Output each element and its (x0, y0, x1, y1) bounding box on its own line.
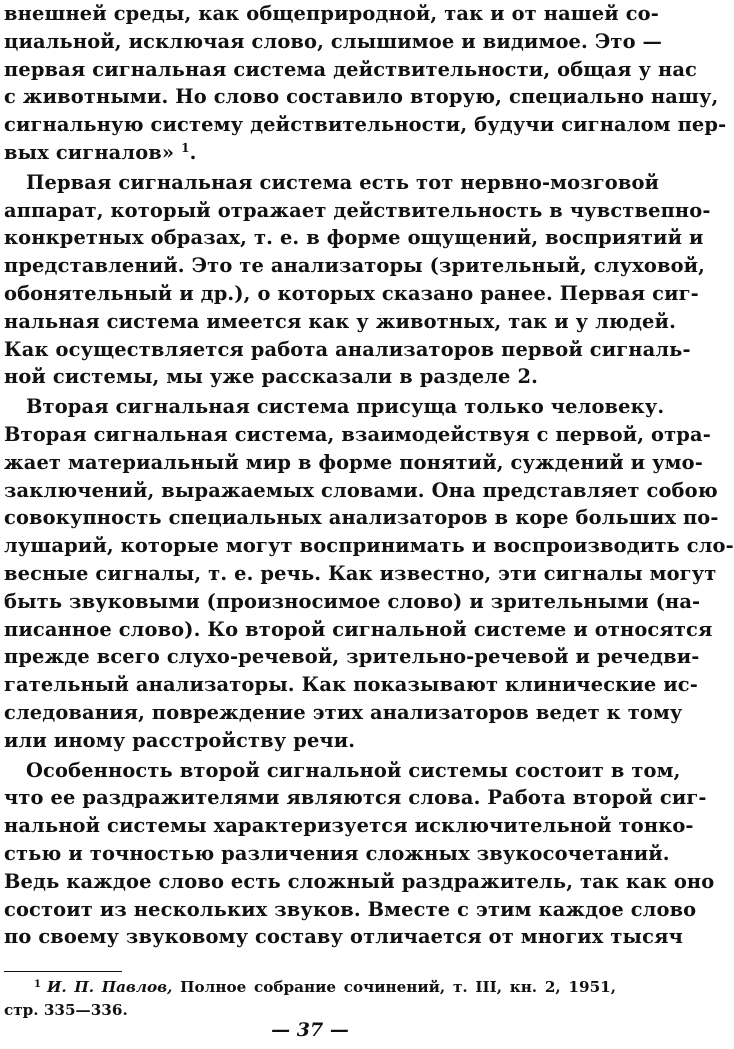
text-line: сигнальную систему действительности, будучи сигналом пер- (4, 113, 727, 137)
text-line: Особенность второй сигнальной системы состоит в том, (26, 758, 681, 782)
text-line: жает материальный мир в форме понятий, суждений и умо- (4, 450, 703, 474)
text-line: ной системы, мы уже рассказали в разделе 2. (4, 365, 538, 389)
text-line: заключений, выражаемых словами. Она представляет собою (4, 478, 718, 502)
text-line: первая сигнальная система действительности, общая у нас (4, 57, 698, 81)
body-text (4, 0, 734, 951)
page-number: — 37 — (271, 1019, 349, 1041)
text-line: весные сигналы, т. е. речь. Как известно, эти сигналы могут (4, 561, 717, 585)
text-line: стью и точностью различения сложных звукосочетаний. (4, 841, 670, 865)
text-line: аппарат, который отражает действительность в чувствепно- (4, 198, 711, 222)
text-line: внешней среды, как общеприродной, так и от нашей со- (4, 2, 659, 25)
text-line: конкретных образах, т. е. в форме ощущений, восприятий и (4, 226, 704, 250)
text-line: Вторая сигнальная система присуща только человеку. (26, 395, 665, 419)
text-fragment: вых сигналов» (4, 140, 175, 164)
text-line: следования, повреждение этих анализаторов ведет к тому (4, 700, 683, 724)
text-line: писанное слово). Ко второй сигнальной системе и относятся (4, 617, 713, 641)
text-line: Ведь каждое слово есть сложный раздражитель, так как оно (4, 869, 715, 893)
text-line: гательный анализаторы. Как показывают клинические ис- (4, 673, 698, 697)
text-line: или иному расстройству речи. (4, 728, 356, 752)
footnote-line: стр. 335—336. (4, 1001, 128, 1019)
footnote (4, 976, 616, 1022)
text-line: вых сигналов» $^1$. (4, 140, 197, 164)
text-line: с животными. Но слово составило вторую, специально нашу, (4, 85, 719, 109)
text-line: состоит из нескольких звуков. Вместе с этим каждое слово (4, 897, 697, 921)
text-line: прежде всего слухо-речевой, зрительно-речевой и речедви- (4, 645, 700, 669)
text-line: что ее раздражителями являются слова. Работа второй сиг- (4, 786, 707, 810)
footnote-number: 1 (34, 979, 41, 990)
text-line: Первая сигнальная система есть тот нервно-мозговой (26, 170, 660, 194)
text-line: обонятельный и др.), о которых сказано ранее. Первая сиг- (4, 281, 699, 305)
footnote-reference: 1 (181, 140, 190, 155)
text-line: лушарий, которые могут воспринимать и воспроизводить сло- (4, 534, 734, 558)
text-line: по своему звуковому составу отличается от многих тысяч (4, 925, 683, 949)
text-line: нальной системы характеризуется исключительной тонко- (4, 814, 694, 838)
footnote-citation: Полное собрание сочинений, т. III, кн. 2, 1951, (180, 978, 616, 996)
footnote-line (4, 976, 616, 999)
text-line: нальная система имеется как у животных, так и у людей. (4, 309, 676, 333)
footnote-divider (4, 971, 122, 972)
text-line: Как осуществляется работа анализаторов первой сигналь- (4, 337, 691, 361)
text-line: совокупность специальных анализаторов в коре больших по- (4, 506, 719, 530)
text-line: представлений. Это те анализаторы (зрительный, слуховой, (4, 254, 706, 278)
text-line: циальной, исключая слово, слышимое и видимое. Это — (4, 29, 663, 53)
footnote-author: И. П. Павлов, (46, 978, 173, 996)
text-line: быть звуковыми (произносимое слово) и зрительными (на- (4, 589, 701, 613)
text-line: Вторая сигнальная система, взаимодействуя с первой, отра- (4, 422, 711, 446)
